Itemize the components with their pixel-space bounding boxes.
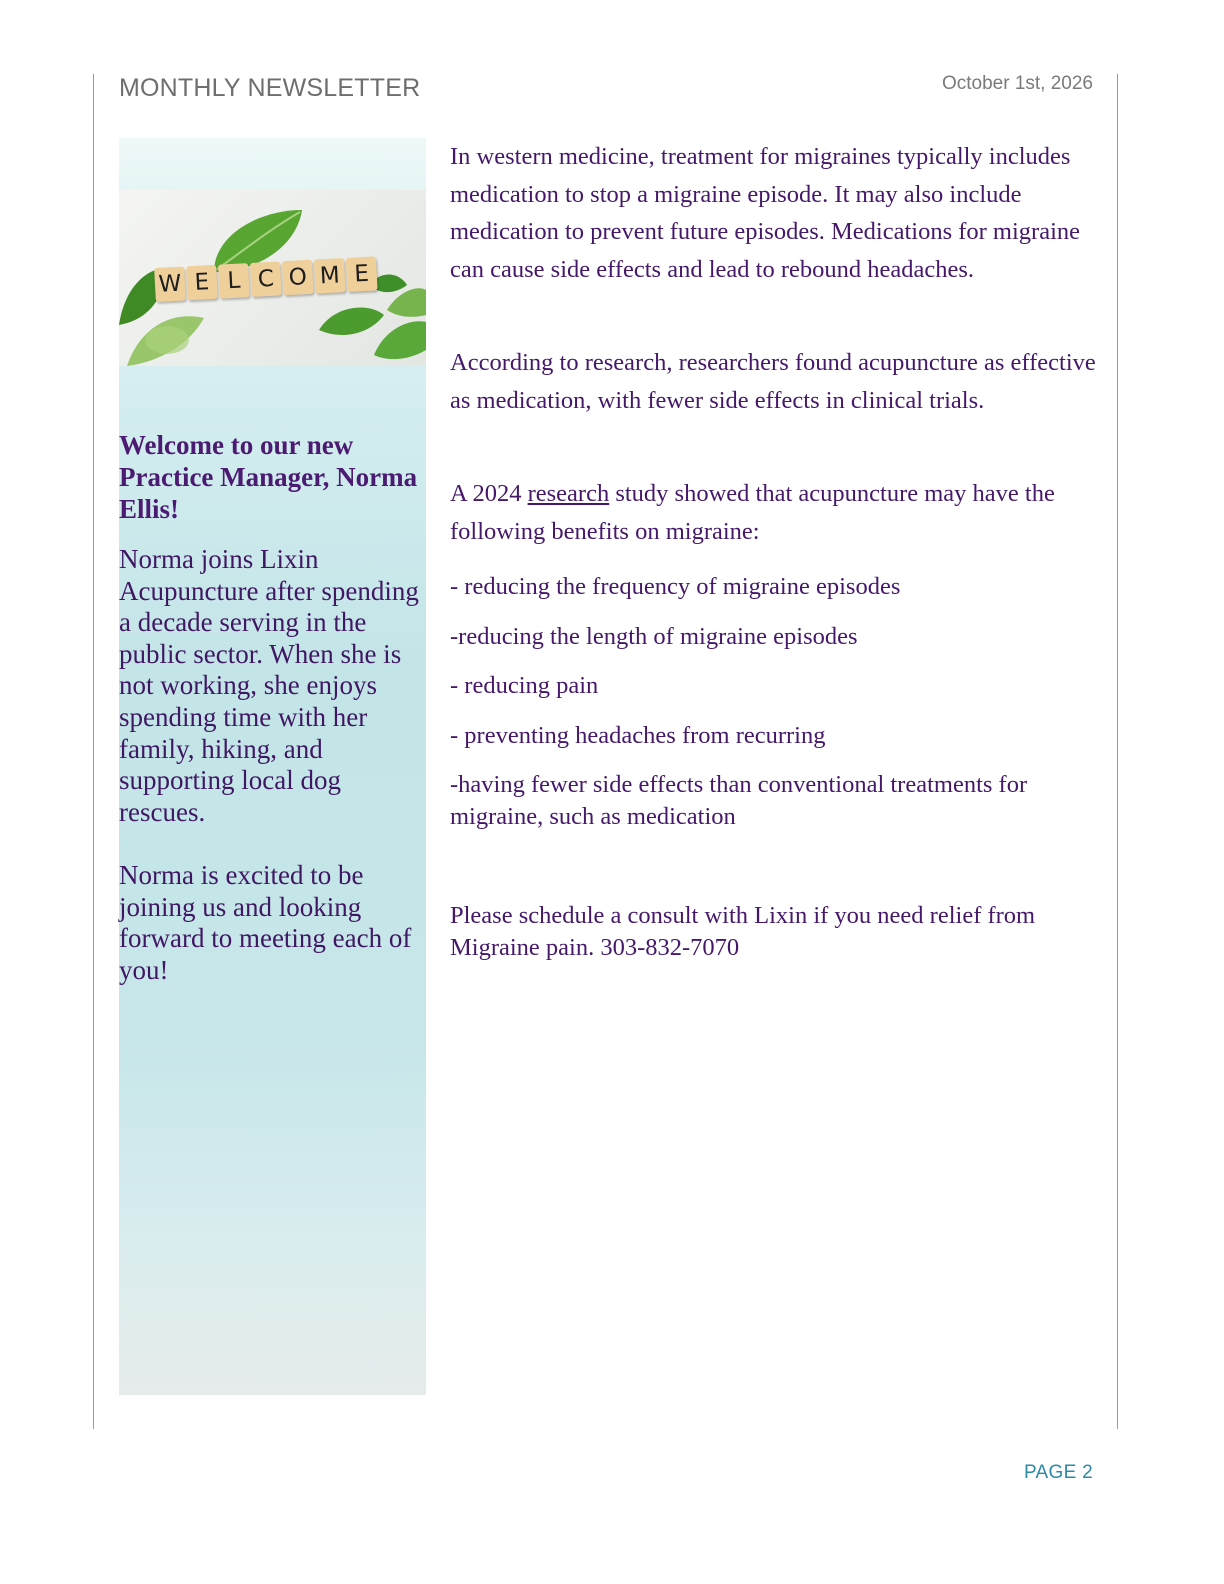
benefit-item-4: - preventing headaches from recurring	[450, 722, 826, 749]
paragraph-3-prefix: A 2024	[450, 480, 528, 507]
sidebar-panel	[119, 138, 426, 1395]
left-margin-rule	[93, 74, 94, 1429]
sidebar-paragraph-2: Norma is excited to be joining us and looking forward to meeting each of you!	[119, 860, 412, 985]
paragraph-3-suffix: study showed that acupuncture may have the following benefits on migraine:	[450, 480, 1055, 545]
right-margin-rule	[1117, 74, 1118, 1429]
page-number: PAGE 2	[1023, 1462, 1093, 1483]
article-paragraph-1: In western medicine, treatment for migraines typically includes medication to stop a migraine episode. It may also include medication to prevent future episodes. Medications for migraine can cause side effects and lead to rebound headaches.	[450, 143, 1081, 283]
article-paragraph-2: According to research, researchers found acupuncture as effective as medication, with fewer side effects in clinical trials.	[450, 349, 1096, 414]
letter-tile: M	[314, 258, 346, 294]
letter-tile: C	[250, 261, 282, 297]
letter-tile: E	[186, 265, 218, 301]
sidebar-paragraph-1: Norma joins Lixin Acupuncture after spending a decade serving in the public sector. When she is not working, she enjoys spending time with her family, hiking, and supporting local dog rescues.	[119, 544, 419, 827]
letter-tile: W	[154, 266, 186, 302]
benefit-item-3: - reducing pain	[450, 672, 599, 699]
issue-date: October 1st, 2026	[941, 73, 1093, 94]
letter-tile: O	[282, 260, 314, 296]
letter-tile: L	[218, 263, 250, 299]
research-link[interactable]: research	[527, 480, 610, 507]
benefit-item-1: - reducing the frequency of migraine episodes	[450, 573, 901, 600]
article-paragraph-3	[450, 475, 1100, 550]
sidebar-heading: Welcome to our new Practice Manager, Norma Ellis!	[119, 430, 418, 524]
letter-tile: E	[346, 256, 378, 292]
welcome-image	[119, 190, 426, 366]
benefit-item-2: -reducing the length of migraine episodes	[450, 623, 858, 650]
newsletter-masthead: MONTHLY NEWSLETTER	[119, 74, 421, 102]
benefit-item-5: -having fewer side effects than conventional treatments for migraine, such as medication	[450, 771, 1028, 830]
closing-call-to-action: Please schedule a consult with Lixin if you need relief from Migraine pain. 303-832-7070	[450, 902, 1036, 961]
